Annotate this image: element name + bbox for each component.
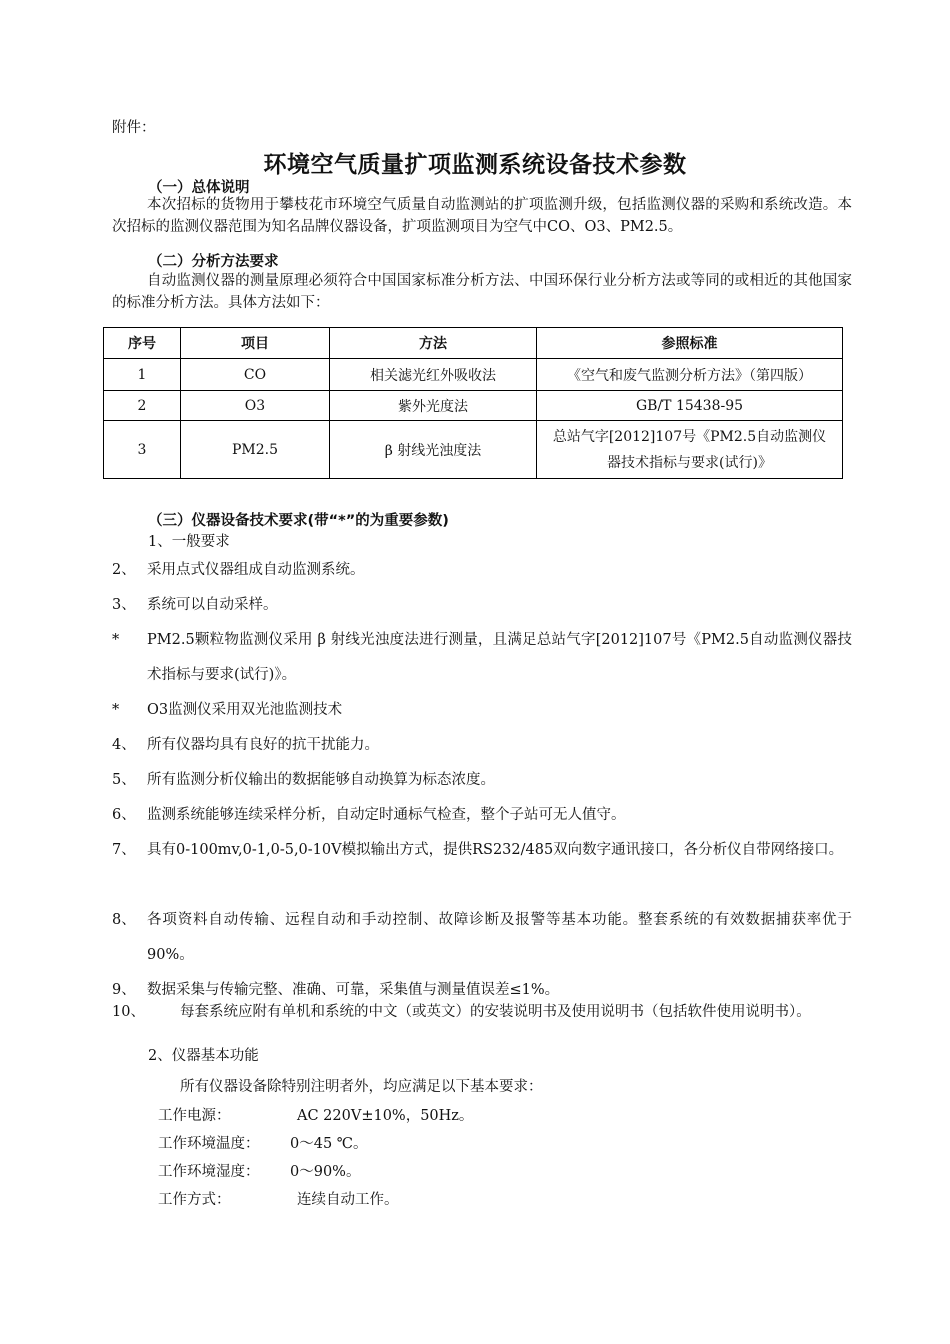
spec-label-mode: 工作方式： bbox=[158, 1192, 231, 1208]
table-header-item: 项目 bbox=[181, 328, 330, 359]
spec-value-humidity: 0～90%。 bbox=[290, 1164, 361, 1180]
list-item-number: 3、 bbox=[112, 597, 136, 613]
list-item-number: 5、 bbox=[112, 772, 136, 788]
list-item-number: 2、 bbox=[112, 562, 136, 578]
list-item-number: * bbox=[112, 702, 120, 718]
section-1-body bbox=[112, 194, 852, 238]
list-item-text: 所有监测分析仪输出的数据能够自动换算为标态浓度。 bbox=[147, 772, 495, 788]
spec-value-power: AC 220V±10%，50Hz。 bbox=[297, 1108, 474, 1124]
table-header-standard: 参照标准 bbox=[537, 328, 843, 359]
row-no: 1 bbox=[104, 359, 181, 391]
table-header-no: 序号 bbox=[104, 328, 181, 359]
methods-table bbox=[103, 327, 843, 479]
row-standard-line-1: 总站气字[2012]107号《PM2.5自动监测仪 bbox=[552, 428, 827, 445]
row-standard-line-2: 器技术指标与要求(试行)》 bbox=[607, 454, 772, 471]
list-item-text: O3监测仪采用双光池监测技术 bbox=[147, 702, 343, 718]
spec-label-humidity: 工作环境湿度： bbox=[158, 1164, 260, 1180]
row-item: PM2.5 bbox=[181, 421, 330, 479]
row-standard: GB/T 15438-95 bbox=[537, 391, 843, 421]
table-row bbox=[104, 421, 843, 479]
subsection-general-requirements: 1、一般要求 bbox=[148, 534, 230, 550]
list-item-number: 8、 bbox=[112, 912, 136, 928]
table-row bbox=[104, 359, 843, 391]
list-item-number: 7、 bbox=[112, 842, 136, 858]
section-1-heading: （一）总体说明 bbox=[148, 180, 250, 196]
table-row bbox=[104, 391, 843, 421]
list-item-number: 4、 bbox=[112, 737, 136, 753]
list-item-text: 具有0-100mv,0-1,0-5,0-10V模拟输出方式，提供RS232/485双向数字通讯接口，各分析仪自带网络接口。 bbox=[147, 842, 844, 858]
table-header-row bbox=[104, 328, 843, 359]
list-item-text: 系统可以自动采样。 bbox=[147, 597, 278, 613]
section-2-heading: （二）分析方法要求 bbox=[148, 254, 279, 270]
row-item: O3 bbox=[181, 391, 330, 421]
spec-label-power: 工作电源： bbox=[158, 1108, 231, 1124]
row-method: β 射线光浊度法 bbox=[330, 421, 537, 479]
row-standard: 《空气和废气监测分析方法》（第四版） bbox=[537, 359, 843, 391]
section-1-body-text: 本次招标的货物用于攀枝花市环境空气质量自动监测站的扩项监测升级，包括监测仪器的采购和系统改造。本次招标的监测仪器范围为知名品牌仪器设备，扩项监测项目为空气中CO、O3、PM2.5。 bbox=[112, 197, 852, 235]
row-no: 2 bbox=[104, 391, 181, 421]
table-header-method: 方法 bbox=[330, 328, 537, 359]
row-standard bbox=[537, 421, 843, 479]
section-2-body: 自动监测仪器的测量原理必须符合中国国家标准分析方法、中国环保行业分析方法或等同的或相近的其他国家的标准分析方法。具体方法如下： bbox=[112, 273, 852, 311]
list-item-text: PM2.5颗粒物监测仪采用 β 射线光浊度法进行测量，且满足总站气字[2012]107号《PM2.5自动监测仪器技术指标与要求(试行)》。 bbox=[147, 632, 852, 683]
spec-label-temperature: 工作环境温度： bbox=[158, 1136, 260, 1152]
subsection-basic-functions: 2、仪器基本功能 bbox=[148, 1048, 259, 1064]
section-3-heading: （三）仪器设备技术要求(带“*”的为重要参数) bbox=[148, 513, 449, 529]
list-item-text: 采用点式仪器组成自动监测系统。 bbox=[147, 562, 365, 578]
list-item-text: 监测系统能够连续采样分析，自动定时通标气检查，整个子站可无人值守。 bbox=[147, 807, 626, 823]
spec-value-temperature: 0～45 ℃。 bbox=[290, 1136, 368, 1152]
row-no: 3 bbox=[104, 421, 181, 479]
list-item-text: 数据采集与传输完整、准确、可靠，采集值与测量值误差≤1%。 bbox=[147, 982, 560, 998]
list-item-text: 所有仪器均具有良好的抗干扰能力。 bbox=[147, 737, 379, 753]
page-title: 环境空气质量扩项监测系统设备技术参数 bbox=[263, 152, 687, 178]
basic-requirements-intro: 所有仪器设备除特别注明者外，均应满足以下基本要求： bbox=[180, 1079, 543, 1095]
row-method: 紫外光度法 bbox=[330, 391, 537, 421]
list-item-number: 6、 bbox=[112, 807, 136, 823]
list-item-text: 每套系统应附有单机和系统的中文（或英文）的安装说明书及使用说明书（包括软件使用说明书）。 bbox=[180, 1004, 811, 1020]
row-item: CO bbox=[181, 359, 330, 391]
list-item-number: * bbox=[112, 632, 120, 648]
list-item-number: 10、 bbox=[112, 1004, 145, 1020]
spec-value-mode: 连续自动工作。 bbox=[297, 1192, 399, 1208]
row-method: 相关滤光红外吸收法 bbox=[330, 359, 537, 391]
attachment-label: 附件： bbox=[112, 120, 156, 136]
list-item-text: 各项资料自动传输、远程自动和手动控制、故障诊断及报警等基本功能。整套系统的有效数据捕获率优于90%。 bbox=[147, 912, 852, 963]
list-item-number: 9、 bbox=[112, 982, 136, 998]
